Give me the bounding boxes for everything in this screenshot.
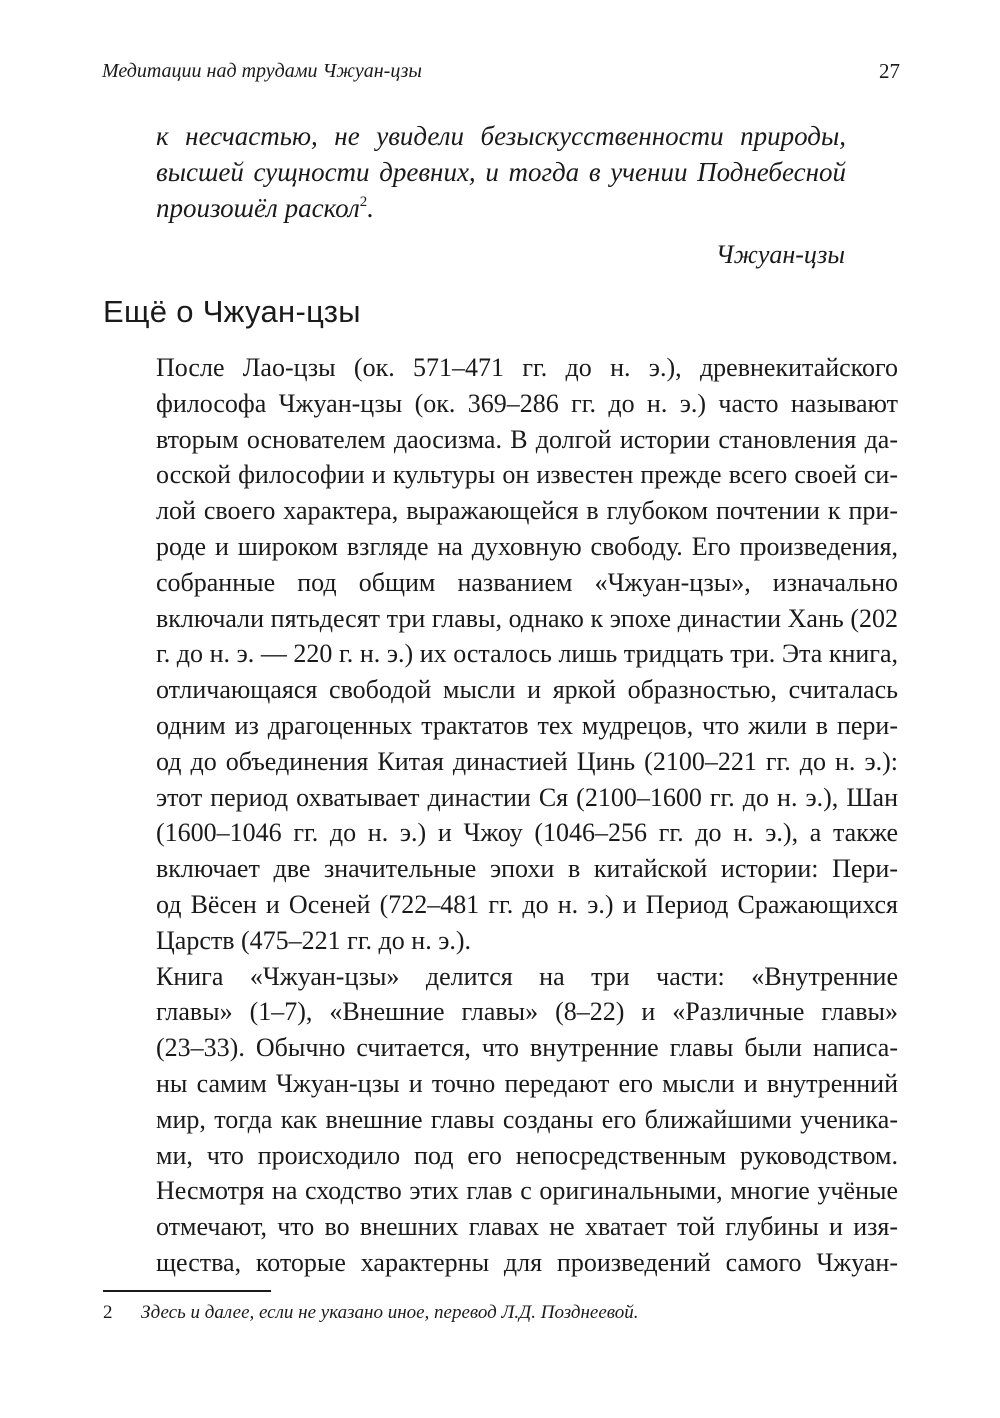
text-line: ми, что происходило под его непосредственным руководством. bbox=[156, 1140, 898, 1170]
body-text bbox=[103, 350, 898, 1281]
text-line: Книга «Чжуан-цзы» делится на три части: «Внутренние bbox=[156, 961, 898, 991]
text-line: Царств (475–221 гг. до н. э.). bbox=[156, 925, 472, 955]
text-line: г. до н. э. — 220 г. н. э.) их осталось лишь тридцать три. Эта книга, bbox=[156, 639, 898, 669]
text-line: После Лао-цзы (ок. 571–471 гг. до н. э.), древнекитайского bbox=[156, 353, 898, 382]
epigraph-line-text: произошёл раскол bbox=[156, 193, 360, 223]
text-line: включает две значительные эпохи в китайской истории: Пери- bbox=[156, 854, 898, 884]
footnote-number: 2 bbox=[103, 1302, 113, 1323]
page-number: 27 bbox=[879, 59, 900, 83]
section-heading: Ещё о Чжуан-цзы bbox=[103, 294, 361, 329]
footnote-divider bbox=[103, 1290, 271, 1292]
footnote-text: Здесь и далее, если не указано иное, перевод Л.Д. Позднеевой. bbox=[141, 1302, 639, 1323]
epigraph-line: к несчастью, не увидели безыскусственности природы, bbox=[156, 121, 846, 151]
text-line: вторым основателем даосизма. В долгой истории становления да- bbox=[156, 424, 898, 454]
text-line: одним из драгоценных трактатов тех мудрецов, что жили в пери- bbox=[156, 710, 898, 740]
epigraph-line: высшей сущности древних, и тогда в учении Поднебесной bbox=[156, 157, 846, 187]
text-line: осской философии и культуры он известен прежде всего своей си- bbox=[156, 460, 898, 490]
running-head bbox=[102, 58, 900, 84]
epigraph bbox=[156, 118, 846, 226]
text-line: отличающаяся свободой мысли и яркой образностью, считалась bbox=[156, 675, 898, 705]
text-line: (1600–1046 гг. до н. э.) и Чжоу (1046–256 гг. до н. э.), а также bbox=[156, 818, 898, 848]
text-line: собранные под общим названием «Чжуан-цзы», изначально bbox=[156, 567, 898, 597]
epigraph-line-last bbox=[156, 190, 846, 226]
epigraph-author: Чжуан-цзы bbox=[715, 240, 845, 269]
text-line: отмечают, что во внешних главах не хватает той глубины и изя- bbox=[156, 1212, 898, 1242]
text-line: философа Чжуан-цзы (ок. 369–286 гг. до н. э.) часто называют bbox=[156, 388, 898, 418]
text-line: од до объединения Китая династией Цинь (2100–221 гг. до н. э.): bbox=[156, 746, 898, 776]
text-line: щества, которые характерны для произведений самого Чжуан- bbox=[156, 1247, 898, 1277]
paragraph-1 bbox=[103, 350, 898, 959]
text-line: роде и широком взгляде на духовную свободу. Его произведения, bbox=[156, 531, 898, 561]
running-head-title: Медитации над трудами Чжуан-цзы bbox=[102, 60, 422, 82]
text-line: лой своего характера, выражающейся в глубоком почтении к при- bbox=[156, 496, 898, 526]
text-line: (23–33). Обычно считается, что внутренние главы были написа- bbox=[156, 1033, 898, 1063]
text-line: включали пятьдесят три главы, однако к эпохе династии Хань (202 bbox=[156, 603, 898, 633]
paragraph-2 bbox=[103, 959, 898, 1281]
text-line: ны самим Чжуан-цзы и точно передают его мысли и внутренний bbox=[156, 1068, 898, 1098]
epigraph-tail: . bbox=[367, 193, 375, 223]
text-line: главы» (1–7), «Внешние главы» (8–22) и «Различные главы» bbox=[156, 997, 898, 1027]
text-line: Несмотря на сходство этих глав с оригинальными, многие учёные bbox=[156, 1176, 898, 1206]
text-line: мир, тогда как внешние главы созданы его ближайшими ученика- bbox=[156, 1104, 898, 1134]
footnote-reference[interactable]: 2 bbox=[359, 194, 368, 210]
text-line: этот период охватывает династии Ся (2100–1600 гг. до н. э.), Шан bbox=[156, 782, 898, 812]
text-line: од Вёсен и Осеней (722–481 гг. до н. э.) и Период Сражающихся bbox=[156, 889, 898, 919]
footnote bbox=[103, 1300, 898, 1326]
